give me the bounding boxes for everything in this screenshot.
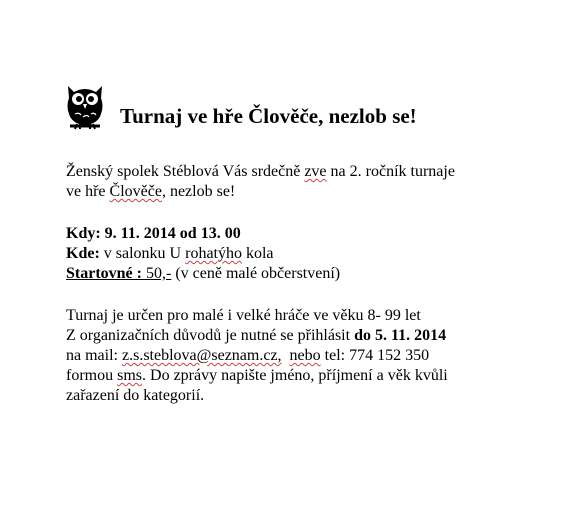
intro-line-2: ve hře Člověče, nezlob se! xyxy=(66,183,236,200)
date-label: Kdy: xyxy=(66,225,101,242)
intro-paragraph xyxy=(66,162,455,202)
fee-line: Startovné : 50,- (v ceně malé občerstvení) xyxy=(66,265,341,282)
place-label: Kde: xyxy=(66,245,100,262)
info-line-2: Z organizačních důvodů je nutné se přihlásit do 5. 11. 2014 xyxy=(66,327,447,344)
deadline: do 5. 11. 2014 xyxy=(354,327,447,344)
date-line xyxy=(66,224,340,244)
owl-icon xyxy=(64,80,106,130)
page-title: Turnaj ve hře Člověče, nezlob se! xyxy=(120,104,417,128)
phone-number: tel: 774 152 350 xyxy=(320,347,430,364)
info-line-3: na mail: z.s.steblova@seznam.cz, nebo tel: 774 152 350 xyxy=(66,347,430,364)
place-line: Kde: v salonku U rohatýho kola xyxy=(66,245,274,262)
details-section xyxy=(66,224,340,284)
info-line-5: zařazení do kategorií. xyxy=(66,387,205,404)
fee-value: 50,- xyxy=(141,265,172,282)
info-line-1: Turnaj je určen pro malé i velké hráče ve věku 8- 99 let xyxy=(66,307,421,324)
info-line-4: formou sms. Do zprávy napište jméno, příjmení a věk kvůli xyxy=(66,367,448,384)
fee-label: Startovné : xyxy=(66,265,142,282)
email-link[interactable]: z.s.steblova@seznam.cz, xyxy=(121,347,282,364)
intro-line-1: Ženský spolek Stéblová Vás srdečně zve na 2. ročník turnaje xyxy=(66,163,455,180)
date-value: 9. 11. 2014 od 13. 00 xyxy=(100,225,241,242)
info-paragraph xyxy=(66,306,448,406)
